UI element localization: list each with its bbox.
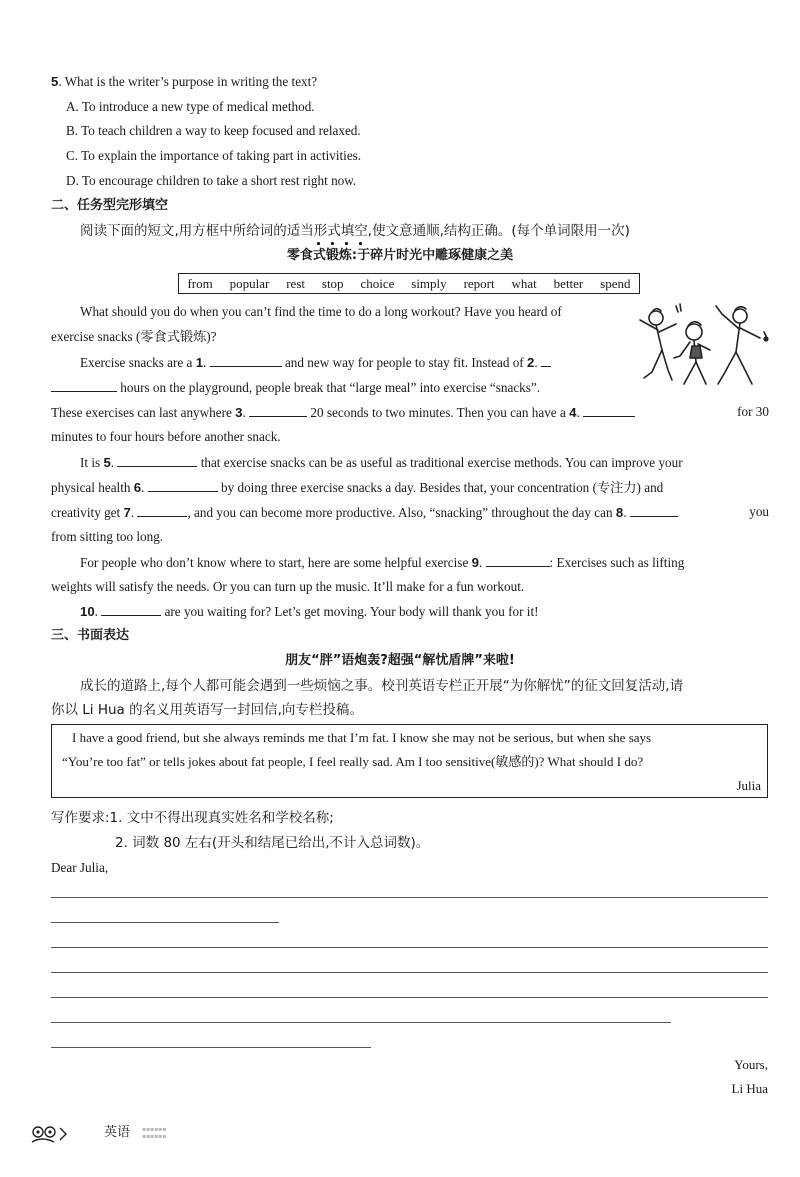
word-box-item: choice bbox=[360, 275, 395, 291]
p4-line1: For people who don’t know where to start, here are some helpful exercise 9. : Exercises such as lifting bbox=[80, 555, 685, 570]
p2-line4: minutes to four hours before another snack. bbox=[51, 429, 281, 444]
footer-subject: 英语 bbox=[104, 1125, 131, 1140]
q5-number: 5 bbox=[51, 74, 59, 89]
q5-option-a: A. To introduce a new type of medical method. bbox=[66, 99, 315, 114]
julia-letter-box bbox=[51, 724, 768, 798]
answer-blank[interactable] bbox=[137, 504, 187, 517]
blank-number: 10 bbox=[80, 604, 95, 619]
passage-title: 零食式锻炼:于碎片时光中雕琢健康之美 bbox=[286, 248, 514, 263]
emphasis-dot bbox=[345, 242, 348, 245]
q5-option-b: B. To teach children a way to keep focused and relaxed. bbox=[66, 123, 361, 138]
q5-option-d: D. To encourage children to take a short rest right now. bbox=[66, 173, 357, 188]
emphasis-dot bbox=[317, 242, 320, 245]
word-box-item: what bbox=[511, 275, 537, 291]
emphasis-dot bbox=[331, 242, 334, 245]
writing-line[interactable] bbox=[51, 997, 768, 998]
section2-instruction: 阅读下面的短文,用方框中所给词的适当形式填空,使文意通顺,结构正确。(每个单词限用一次) bbox=[80, 223, 630, 239]
answer-blank[interactable] bbox=[486, 554, 550, 567]
p4-line2: weights will satisfy the needs. Or you can turn up the music. It’ll make for a fun workout. bbox=[51, 579, 525, 594]
p2-line3: These exercises can last anywhere 3. 20 seconds to two minutes. Then you can have a 4. for 30 bbox=[51, 404, 769, 420]
word-box-item: spend bbox=[600, 275, 631, 291]
word-box-item: rest bbox=[286, 275, 305, 291]
word-box-item: simply bbox=[411, 275, 447, 291]
writing-line[interactable] bbox=[51, 1022, 671, 1023]
word-box-item: report bbox=[463, 275, 495, 291]
p1-line1: What should you do when you can’t find the time to do a long workout? Have you heard of bbox=[80, 304, 562, 319]
answer-blank[interactable] bbox=[583, 404, 635, 417]
letter-signature: Julia bbox=[736, 778, 761, 793]
answer-blank[interactable] bbox=[101, 603, 161, 616]
blank-number: 9 bbox=[471, 555, 479, 570]
blank-number: 6 bbox=[133, 480, 142, 495]
exercise-people-illustration bbox=[628, 298, 770, 390]
writing-line[interactable] bbox=[51, 947, 768, 948]
answer-blank[interactable] bbox=[210, 354, 282, 367]
requirement-2: 2. 词数 80 左右(开头和结尾已给出,不计入总词数)。 bbox=[115, 835, 430, 851]
p2-line2: hours on the playground, people break that “large meal” into exercise “snacks”. bbox=[51, 379, 540, 396]
letter-closing: Yours, bbox=[734, 1057, 768, 1072]
blank-number: 4 bbox=[569, 405, 577, 420]
answer-blank[interactable] bbox=[117, 454, 197, 467]
emphasis-dot bbox=[359, 242, 362, 245]
writing-intro-line1: 成长的道路上,每个人都可能会遇到一些烦恼之事。校刊英语专栏正开展“为你解忧”的征文回复活动,请 bbox=[80, 678, 684, 694]
p5-line1: 10. are you waiting for? Let’s get moving. Your body will thank you for it! bbox=[80, 604, 539, 619]
letter-greeting: Dear Julia, bbox=[51, 860, 109, 875]
answer-blank[interactable] bbox=[51, 379, 117, 392]
p1-line2: exercise snacks (零食式锻炼)? bbox=[51, 329, 217, 344]
blank-number: 7 bbox=[123, 505, 131, 520]
section2-heading: 二、任务型完形填空 bbox=[51, 198, 169, 213]
word-box bbox=[178, 273, 640, 294]
answer-blank[interactable] bbox=[630, 504, 678, 517]
section3-heading: 三、书面表达 bbox=[51, 628, 130, 643]
blank-number: 3 bbox=[235, 405, 243, 420]
p3-line3: creativity get 7. , and you can become more productive. Also, “snacking” throughout the day can 8. you bbox=[51, 504, 769, 520]
p3-line2: physical health 6. by doing three exercise snacks a day. Besides that, your concentration (专注力) and bbox=[51, 480, 664, 495]
p2-line1: Exercise snacks are a 1. and new way for people to stay fit. Instead of 2. bbox=[80, 354, 551, 371]
letter-line2: “You’re too fat” or tells jokes about fat people, I feel really sad. Am I too sensitive(敏感的)? What should I do? bbox=[62, 754, 644, 769]
requirement-1: 写作要求:1. 文中不得出现真实姓名和学校名称; bbox=[51, 810, 334, 826]
publisher-logo-icon bbox=[30, 1124, 76, 1146]
blank-number: 1 bbox=[195, 355, 204, 370]
p3-line4: from sitting too long. bbox=[51, 529, 164, 544]
word-box-item: stop bbox=[321, 275, 344, 291]
p3-line1: It is 5. that exercise snacks can be as useful as traditional exercise methods. You can improve your bbox=[80, 455, 683, 470]
blank-number: 2 bbox=[527, 355, 535, 370]
q5-stem: 5. What is the writer’s purpose in writing the text? bbox=[51, 74, 318, 89]
answer-blank[interactable] bbox=[249, 404, 307, 417]
footer-decoration: ▪▪▪▪▪▪ ▪▪▪▪▪▪ bbox=[142, 1126, 167, 1140]
writing-line[interactable] bbox=[51, 972, 768, 973]
letter-line1: I have a good friend, but she always reminds me that I’m fat. I know she may not be serious, but when she says bbox=[72, 730, 652, 745]
q5-option-c: C. To explain the importance of taking part in activities. bbox=[66, 148, 362, 163]
writing-line[interactable] bbox=[51, 1047, 371, 1048]
writing-intro-line2: 你以 Li Hua 的名义用英语写一封回信,向专栏投稿。 bbox=[51, 702, 363, 718]
letter-name: Li Hua bbox=[731, 1081, 768, 1096]
blank-number: 5 bbox=[103, 455, 111, 470]
word-box-item: from bbox=[187, 275, 213, 291]
word-box-item: popular bbox=[229, 275, 270, 291]
word-box-item: better bbox=[553, 275, 584, 291]
answer-blank[interactable] bbox=[148, 479, 218, 492]
blank-number: 8 bbox=[615, 505, 624, 520]
writing-line[interactable] bbox=[51, 922, 279, 923]
answer-blank[interactable] bbox=[541, 354, 551, 367]
writing-title: 朋友“胖”语炮轰?超强“解忧盾牌”来啦! bbox=[285, 653, 515, 668]
writing-line[interactable] bbox=[51, 897, 768, 898]
